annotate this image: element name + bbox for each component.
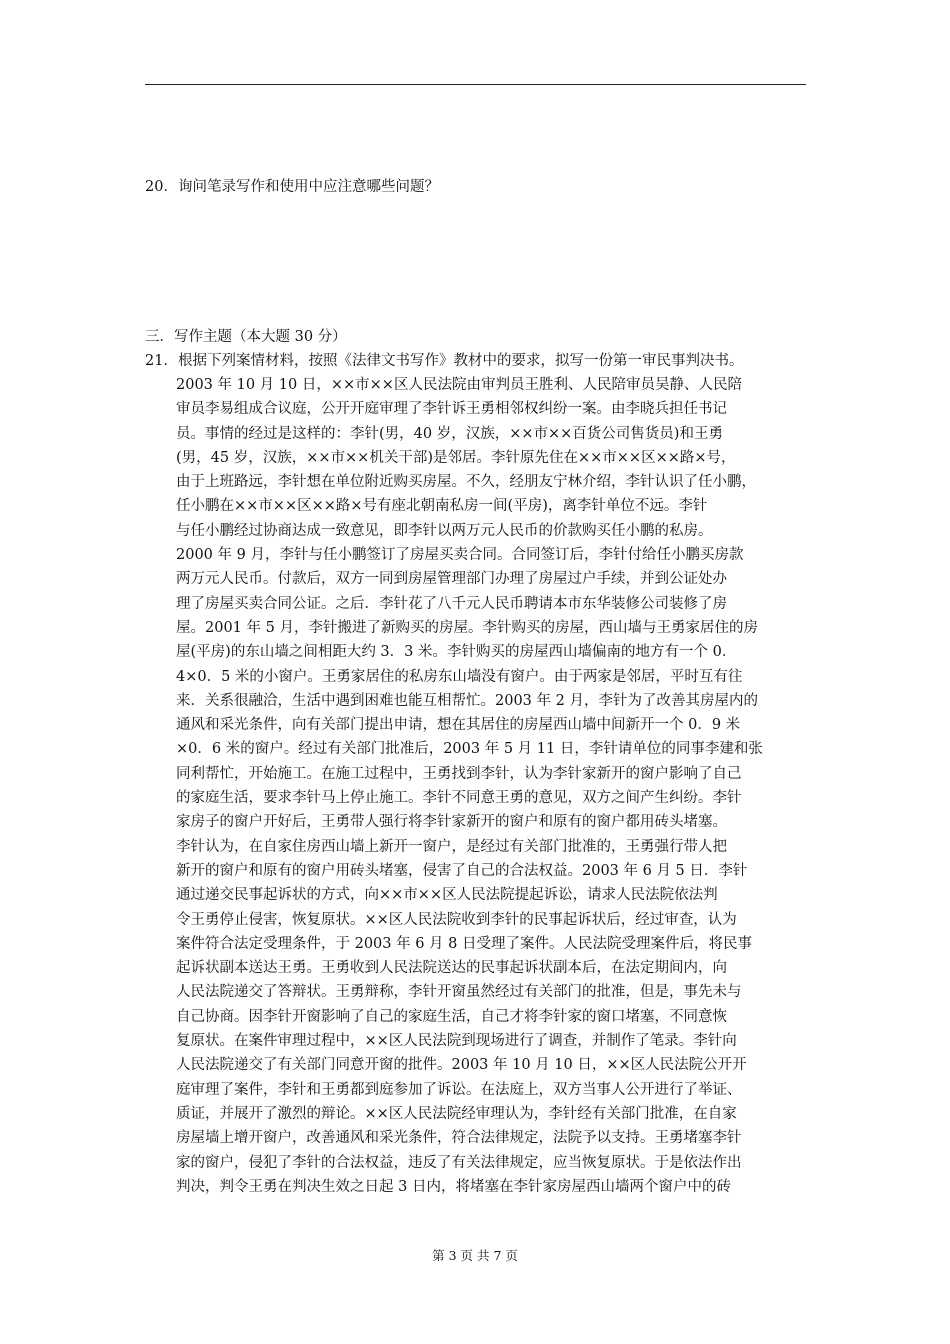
case-line: 2003 年 10 月 10 日，××市××区人民法院由审判员王胜利、人民陪审员吴静、人民陪	[176, 377, 742, 393]
case-line: 屋(平房)的东山墙之间相距大约 3．3 米。李针购买的房屋西山墙偏南的地方有一个 0．	[176, 644, 737, 661]
case-line: 由于上班路远，李针想在单位附近购买房屋。不久，经朋友宁林介绍，李针认识了任小鹏，	[176, 474, 756, 491]
case-line: 通过递交民事起诉状的方式，向××市××区人民法院提起诉讼，请求人民法院依法判	[176, 887, 718, 904]
case-line: 庭审理了案件，李针和王勇都到庭参加了诉讼。在法庭上，双方当事人公开进行了举证、	[176, 1081, 742, 1098]
question-21-title: 21．根据下列案情材料，按照《法律文书写作》教材中的要求，拟写一份第一审民事判决书。	[145, 353, 744, 369]
case-line: 理了房屋买卖合同公证。之后．李针花了八千元人民币聘请本市东华装修公司装修了房	[176, 595, 727, 612]
case-line: 案件符合法定受理条件，于 2003 年 6 月 8 日受理了案件。人民法院受理案件后，将民事	[176, 935, 753, 952]
header-rule	[145, 84, 806, 85]
case-line: 房屋墙上增开窗户，改善通风和采光条件，符合法律规定，法院予以支持。王勇堵塞李针	[176, 1130, 742, 1147]
case-line: ×0．6 米的窗户。经过有关部门批准后，2003 年 5 月 11 日，李针请单位的同事李建和张	[176, 741, 763, 758]
case-line: 自己协商。因李针开窗影响了自己的家庭生活，自己才将李针家的窗口堵塞，不同意恢	[176, 1008, 727, 1025]
case-line: 质证，并展开了激烈的辩论。××区人民法院经审理认为，李针经有关部门批准，在自家	[176, 1105, 737, 1122]
case-material	[176, 373, 816, 1199]
case-line: 起诉状副本送达王勇。王勇收到人民法院送达的民事起诉状副本后，在法定期间内，向	[176, 960, 727, 977]
case-line: 通风和采光条件，向有关部门提出申请，想在其居住的房屋西山墙中间新开一个 0．9 米	[176, 717, 741, 734]
case-line: 审员李易组成合议庭，公开开庭审理了李针诉王勇相邻权纠纷一案。由李晓兵担任书记	[176, 401, 727, 418]
case-line: 与任小鹏经过协商达成一致意见，即李针以两万元人民币的价款购买任小鹏的私房。	[176, 522, 713, 539]
case-line: 李针认为，在自家住房西山墙上新开一窗户，是经过有关部门批准的，王勇强行带人把	[176, 838, 727, 855]
case-line: 来．关系很融洽，生活中遇到困难也能互相帮忙。2003 年 2 月，李针为了改善其房屋内的	[176, 692, 758, 709]
case-line: 同利帮忙，开始施工。在施工过程中，王勇找到李针，认为李针家新开的窗户影响了自己	[176, 765, 742, 782]
case-line: 任小鹏在××市××区××路×号有座北朝南私房一间(平房)，离李针单位不远。李针	[176, 498, 708, 515]
case-line: 的家庭生活，要求李针马上停止施工。李针不同意王勇的意见，双方之间产生纠纷。李针	[176, 790, 742, 807]
case-line: 判决，判令王勇在判决生效之日起 3 日内，将堵塞在李针家房屋西山墙两个窗户中的砖	[176, 1178, 731, 1195]
case-line: 员。事情的经过是这样的：李针(男，40 岁，汉族，××市××百货公司售货员)和王勇	[176, 425, 723, 442]
section-heading: 三．写作主题（本大题 30 分）	[145, 329, 347, 345]
case-line: 人民法院递交了答辩状。王勇辩称，李针开窗虽然经过有关部门的批准，但是，事先未与	[176, 984, 742, 1001]
case-line: (男，45 岁，汉族，××市××机关干部)是邻居。李针原先住在××市××区××路×号，	[176, 449, 736, 466]
case-line: 2000 年 9 月，李针与任小鹏签订了房屋买卖合同。合同签订后，李针付给任小鹏买房款	[176, 547, 744, 564]
page-number-footer: 第 3 页 共 7 页	[432, 1248, 518, 1263]
case-line: 人民法院递交了有关部门同意开窗的批件。2003 年 10 月 10 日，××区人民法院公开开	[176, 1057, 747, 1074]
case-line: 家的窗户，侵犯了李针的合法权益，违反了有关法律规定，应当恢复原状。于是依法作出	[176, 1154, 742, 1171]
case-line: 复原状。在案件审理过程中，××区人民法院到现场进行了调查，并制作了笔录。李针向	[176, 1033, 737, 1050]
case-line: 新开的窗户和原有的窗户用砖头堵塞，侵害了自己的合法权益。2003 年 6 月 5 日．李针	[176, 862, 748, 879]
case-line: 屋。2001 年 5 月，李针搬进了新购买的房屋。李针购买的房屋，西山墙与王勇家居住的房	[176, 619, 758, 636]
case-line: 令王勇停止侵害，恢复原状。××区人民法院收到李针的民事起诉状后，经过审查，认为	[176, 911, 737, 928]
question-20: 20．询问笔录写作和使用中应注意哪些问题？	[145, 179, 439, 195]
case-line: 家房子的窗户开好后，王勇带人强行将李针家新开的窗户和原有的窗户都用砖头堵塞。	[176, 814, 727, 831]
case-line: 4×0．5 米的小窗户。王勇家居住的私房东山墙没有窗户。由于两家是邻居，平时互有往	[176, 668, 743, 685]
case-line: 两万元人民币。付款后，双方一同到房屋管理部门办理了房屋过户手续，并到公证处办	[176, 571, 727, 588]
